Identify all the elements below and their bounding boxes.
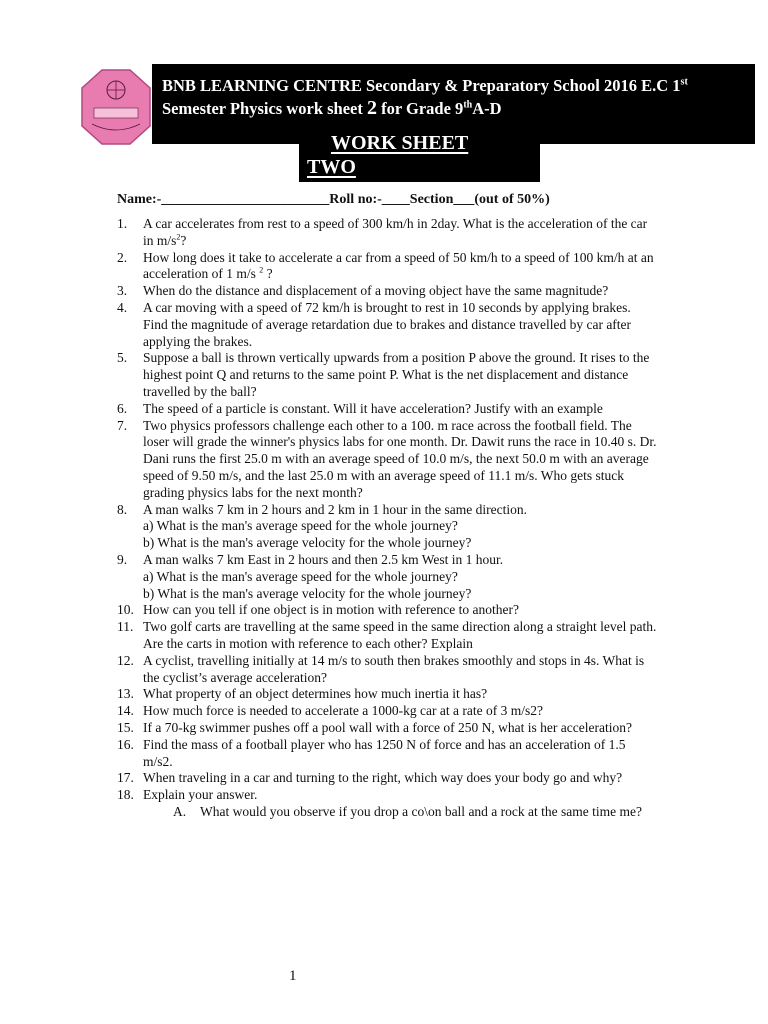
question-number: 13. bbox=[117, 686, 134, 702]
question-number: 9. bbox=[117, 551, 128, 567]
question-item bbox=[117, 703, 657, 720]
question-item bbox=[117, 300, 657, 350]
header-line-2: Semester Physics work sheet 2 for Grade 9thA-D bbox=[162, 97, 502, 119]
question-item bbox=[117, 350, 657, 400]
question-item bbox=[117, 619, 657, 653]
question-text: How much force is needed to accelerate a 1000-kg car at a rate of 3 m/s2? bbox=[143, 703, 543, 719]
question-number: 15. bbox=[117, 719, 134, 735]
question-item bbox=[117, 720, 657, 737]
question-text: How can you tell if one object is in motion with reference to another? bbox=[143, 602, 520, 618]
question-item bbox=[117, 653, 657, 687]
sub-question: b) What is the man's average velocity for the whole journey? bbox=[143, 585, 472, 601]
question-text: A man walks 7 km East in 2 hours and then 2.5 km West in 1 hour. a) What is the man's average speed for the whole journey? b) What is the man's average velocity for the whole journey? bbox=[143, 552, 657, 602]
question-item bbox=[117, 502, 657, 552]
question-text: A car accelerates from rest to a speed of 300 km/h in 2day. What is the acceleration of the car in $m/s^2$? bbox=[143, 216, 648, 248]
question-number: 14. bbox=[117, 703, 134, 719]
sub-question: a) What is the man's average speed for the whole journey? bbox=[143, 518, 458, 534]
question-text: A car moving with a speed of 72 km/h is brought to rest in 10 seconds by applying brakes. Find the magnitude of average retardation due to brakes and distance travelled by car after applying the brakes. bbox=[143, 299, 632, 349]
question-number: 5. bbox=[117, 350, 128, 366]
question-item bbox=[117, 686, 657, 703]
question-item bbox=[117, 418, 657, 502]
question-item bbox=[117, 787, 657, 804]
sub-question: A. What would you observe if you drop a co\on ball and a rock at the same time me? bbox=[173, 803, 642, 819]
question-text: When traveling in a car and turning to the right, which way does your body go and why? bbox=[143, 770, 623, 786]
question-number: 4. bbox=[117, 299, 128, 315]
question-number: 18. bbox=[117, 787, 134, 803]
question-text: How long does it take to accelerate a car from a speed of 50 km/h to a speed of 100 km/h at an acceleration of 1 m/s $^2$ ? bbox=[143, 249, 654, 282]
question-item bbox=[117, 216, 657, 250]
question-item bbox=[117, 250, 657, 284]
question-number: 12. bbox=[117, 652, 134, 668]
page-number: 1 bbox=[289, 968, 297, 984]
question-text: The speed of a particle is constant. Will it have acceleration? Justify with an example bbox=[143, 400, 603, 416]
question-text: A man walks 7 km in 2 hours and 2 km in 1 hour in the same direction. a) What is the man's average speed for the whole journey? b) What is the man's average velocity for the whole journey? bbox=[143, 502, 657, 552]
question-text: When do the distance and displacement of a moving object have the same magnitude? bbox=[143, 283, 609, 299]
question-text: Two physics professors challenge each other to a 100. m race across the football field. The loser will grade the winner's physics labs for one month. Dr. Dawit runs the race in 10.40 s. Dr. Dani runs the first 25.0 m with an average speed of 10.0 m/s, the next 50.0 m with an average speed of 9.50 m/s, and the last 25.0 m with an average speed of 11.1 m/s. Who gets stuck grading physics labs for the next month? bbox=[143, 417, 657, 500]
question-number: 1. bbox=[117, 216, 128, 231]
question-item bbox=[117, 737, 657, 771]
question-text: A cyclist, travelling initially at 14 m/s to south then brakes smoothly and stops in 4s. What is the cyclist’s average acceleration? bbox=[143, 652, 645, 685]
question-text: What property of an object determines how much inertia it has? bbox=[143, 686, 488, 702]
question-item bbox=[117, 602, 657, 619]
question-list bbox=[117, 216, 657, 821]
question-text: Suppose a ball is thrown vertically upwards from a position P above the ground. It rises to the highest point Q and returns to the same point P. What is the net displacement and distance travelled by the ball? bbox=[143, 350, 650, 399]
worksheet-title-line-2: TWO bbox=[307, 156, 356, 178]
question-number: 2. bbox=[117, 249, 128, 265]
question-number: 7. bbox=[117, 417, 128, 433]
question-item bbox=[117, 770, 657, 787]
question-number: 6. bbox=[117, 400, 128, 416]
question-item bbox=[117, 401, 657, 418]
question-item bbox=[117, 552, 657, 602]
question-number: 16. bbox=[117, 736, 134, 752]
worksheet-title-box bbox=[299, 128, 540, 182]
question-text: If a 70-kg swimmer pushes off a pool wall with a force of 250 N, what is her acceleration? bbox=[143, 719, 632, 735]
question-number: 11. bbox=[117, 619, 134, 635]
student-info-line: Name:-________________________Roll no:-____Section___(out of 50%) bbox=[117, 192, 550, 207]
header-line-1: BNB LEARNING CENTRE Secondary & Preparatory School 2016 E.C 1st bbox=[162, 76, 688, 95]
sub-question: b) What is the man's average velocity for the whole journey? bbox=[143, 535, 472, 551]
question-number: 17. bbox=[117, 770, 134, 786]
question-text: Find the mass of a football player who has 1250 N of force and has an acceleration of 1.5 m/s2. bbox=[143, 736, 626, 769]
question-text: Explain your answer. bbox=[143, 787, 258, 803]
question-text: Two golf carts are travelling at the same speed in the same direction along a straight level path. Are the carts in motion with reference to each other? Explain bbox=[143, 619, 657, 651]
worksheet-title-line-1: WORK SHEET bbox=[331, 132, 469, 154]
sub-question: a) What is the man's average speed for the whole journey? bbox=[143, 568, 458, 584]
question-number: 10. bbox=[117, 602, 134, 618]
question-number: 8. bbox=[117, 501, 128, 517]
question-number: 3. bbox=[117, 283, 128, 299]
school-logo bbox=[80, 68, 152, 146]
question-item bbox=[117, 283, 657, 300]
